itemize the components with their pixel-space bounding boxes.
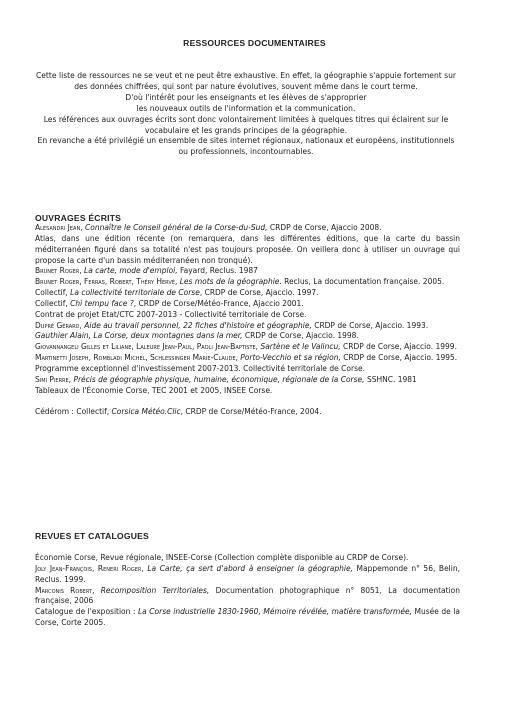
reference-entry (35, 299, 460, 310)
section-heading-ouvrages: OUVRAGES ÉCRITS (35, 213, 122, 223)
revues-list (35, 553, 460, 629)
reference-details: Contrat de projet Etat/CTC 2007-2013 - Collectivité territoriale de Corse. (35, 309, 307, 319)
reference-entry (35, 321, 460, 332)
reference-title: Chì tempu face ? (70, 298, 134, 308)
reference-title: Recomposition Territoriales, (94, 585, 210, 595)
reference-entry (35, 353, 460, 364)
reference-title: Connaître le Conseil général de la Corse-du-Sud, (82, 223, 268, 232)
intro-line: Les références aux ouvrages écrits sont donc volontairement limitées à quelques titres qui éclairent sur le vocabulaire et les grands principes de la géographie. (43, 114, 449, 135)
reference-title: La collectivité territoriale de Corse (70, 288, 200, 298)
reference-details: , CRDP de Corse/Météo-France, Ajaccio 2001. (133, 298, 304, 308)
reference-details: CRDP de Corse, Ajaccio. 1993. (311, 320, 429, 330)
intro-paragraph (35, 71, 457, 158)
reference-details: Documentation photographique n° 8051, La documentation française, 2006 (35, 585, 460, 606)
reference-entry (35, 564, 460, 586)
reference-details: Tableaux de l'Économie Corse, TEC 2001 et 2005, INSEE Corse. (35, 385, 273, 395)
reference-details: CRDP de Corse, Ajaccio. 1995. (340, 353, 458, 363)
reference-author: Dupré Gérard, (35, 320, 82, 330)
reference-entry (35, 234, 460, 267)
reference-entry (35, 553, 460, 564)
reference-details: Collectif, (35, 298, 71, 308)
reference-entry (35, 277, 460, 288)
reference-entry (35, 266, 460, 277)
reference-title: Porto-Vecchio et sa région, (237, 353, 341, 363)
reference-author: Simi Pierre, (35, 374, 72, 384)
reference-entry (35, 586, 460, 608)
reference-details: Catalogue de l'exposition : (35, 607, 138, 617)
reference-author: Marconis Robert, (35, 585, 95, 595)
reference-title: Les mots de la géographie. (177, 277, 282, 287)
reference-entry (35, 331, 460, 342)
reference-details: Économie Corse, Revue régionale, INSEE-Corse (Collection complète disponible au CRDP de Corse). (35, 553, 409, 562)
ouvrages-list (35, 223, 460, 418)
reference-author: Alesandri Jean, (35, 223, 83, 232)
page-title: RESSOURCES DOCUMENTAIRES (183, 38, 326, 48)
intro-line: D'où l'intérêt pour les enseignants et les élèves de s'approprier (125, 92, 367, 102)
reference-entry (35, 375, 460, 386)
reference-details: Reclus, La documentation française. 2005. (281, 277, 445, 287)
reference-author: Joly Jean-François, Reneri Roger, (35, 563, 144, 573)
reference-author: Martinetti Joseph, Rombladi Michel, Schlessinger Marie-Claude, (35, 353, 238, 363)
reference-entry (35, 288, 460, 299)
reference-author: Brunet Roger, (35, 266, 82, 276)
cederom-entry (35, 407, 460, 418)
reference-details: Programme exceptionnel d'investissement 2007-2013. Collectivité territoriale de Corse. (35, 363, 365, 373)
reference-details: Fayard, Reclus. 1987 (177, 266, 258, 276)
reference-title: Corsica Météo.Clic (111, 407, 181, 417)
reference-details: Collectif, (35, 288, 71, 298)
reference-entry (35, 310, 460, 321)
reference-entry (35, 386, 460, 397)
reference-details: CRDP de Corse, Ajaccio. 1998. (242, 331, 359, 341)
reference-title: Précis de géographie physique, humaine, économique, régionale de la Corse, (71, 374, 365, 384)
reference-title: La Carte, ça sert d'abord à enseigner la géographie, (143, 563, 353, 573)
reference-details: Mappemonde n° 56, Belin, Reclus. 1999. (35, 563, 460, 584)
reference-author: Giovannangeli Gilles et Liliane, Laleure Jean-Paul, Paoli Jean-Baptiste, (35, 342, 259, 352)
reference-details: , CRDP de Corse/Météo-France, 2004. (180, 407, 322, 417)
reference-details: SSHNC. 1981 (364, 374, 417, 384)
intro-line: les nouveaux outils de l'information et la communication. (136, 103, 356, 113)
spacer (35, 397, 460, 408)
reference-title: Sartène et le Valincu, (258, 342, 341, 352)
reference-details: Atlas, dans une édition récente (on remarquera, dans les différentes éditions, que la carte du bassin méditerranéen figuré dans sa totalité n'est pas toujours proposée. On veillera donc à utiliser un ouvrage qui propose la carte d'un bassin méditerranéen non tronqué). (35, 233, 460, 265)
intro-line: Cette liste de ressources ne se veut et ne peut être exhaustive. En effet, la géographie s'appuie fortement sur des données chiffrées, qui sont par nature évolutives, souvent même dans le court terme. (35, 71, 457, 91)
reference-entry (35, 364, 460, 375)
reference-details: , CRDP de Corse, Ajaccio. 1997. (199, 288, 319, 298)
reference-details: Cédérom : Collectif, (35, 407, 112, 417)
reference-details: CRDP de Corse, Ajaccio 2008. (267, 223, 382, 232)
reference-title: La carte, mode d'emploi, (81, 266, 178, 276)
reference-entry (35, 607, 460, 629)
reference-title: Aide au travail personnel, 22 fiches d'histoire et géographie, (81, 320, 312, 330)
section-heading-revues: REVUES ET CATALOGUES (35, 531, 149, 541)
reference-entry (35, 223, 460, 234)
reference-entry (35, 342, 460, 353)
reference-title: Gauthier Alain, La Corse, deux montagnes dans la mer, (35, 331, 243, 341)
intro-line: En revanche a été privilégié un ensemble de sites internet régionaux, nationaux et européens, institutionnels ou professionnels, incontournables. (37, 136, 455, 157)
reference-title: La Corse industrielle 1830-1960, Mémoire révélée, matière transformée, (138, 607, 412, 617)
reference-details: Musée de la Corse, Corte 2005. (35, 607, 460, 628)
reference-details: CRDP de Corse, Ajaccio. 1999. (340, 342, 457, 352)
reference-author: Brunet Roger, Ferras, Robert, Théry Hervé, (35, 277, 178, 287)
